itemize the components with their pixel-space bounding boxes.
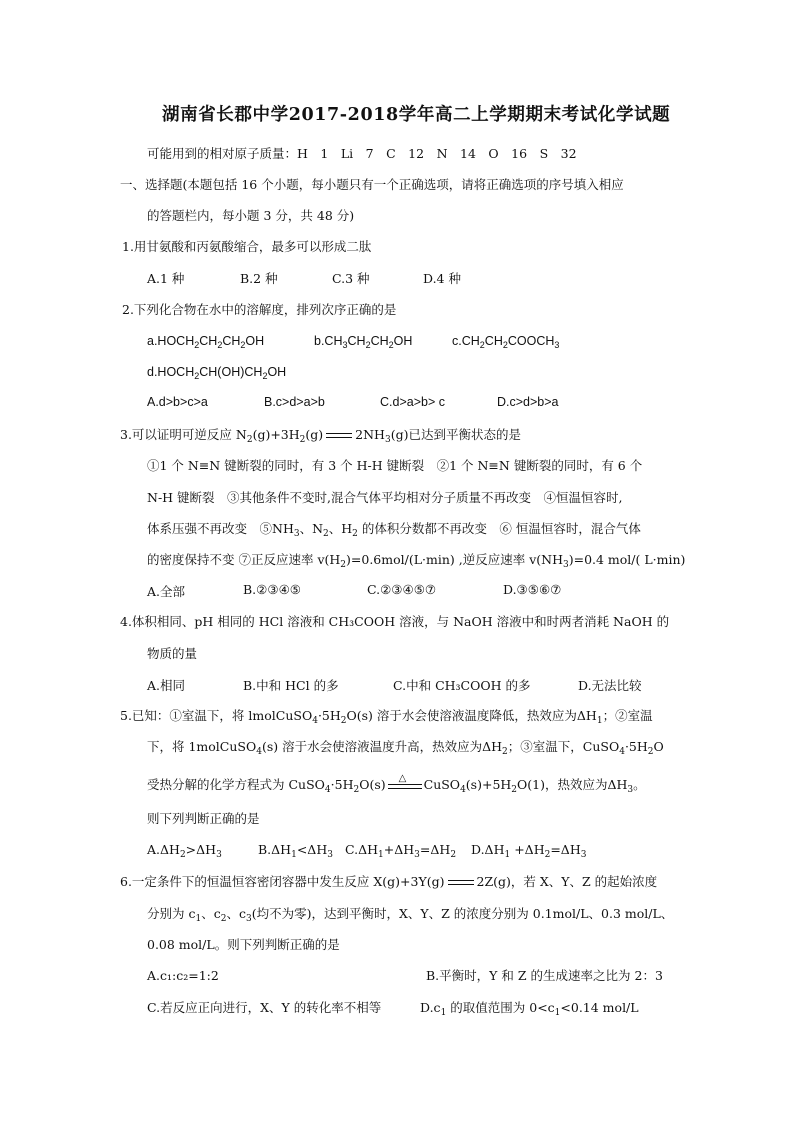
q4-option-c: C.中和 CH₃COOH 的多 [393, 678, 531, 693]
q2-compound-a: $a.HOCH_2CH_2CH_2OH$ [147, 334, 265, 350]
q6-line1: 6.一定条件下的恒温恒容密闭容器中发生反应 X(g)+3Y(g) 2Z(g)，若 X、Y、Z 的起始浓度 [120, 874, 658, 889]
page-title: 湖南省长郡中学2017-2018学年高二上学期期末考试化学试题 [162, 105, 671, 125]
section-heading-line1: 一、选择题(本题包括 16 个小题，每小题只有一个正确选项，请将正确选项的序号填入相应 [120, 177, 624, 192]
heat-arrow-icon: △ [388, 779, 422, 793]
q4-option-b: B.中和 HCl 的多 [243, 678, 339, 693]
q4-option-d: D.无法比较 [578, 678, 642, 693]
q3-line2: ①1 个 N≡N 键断裂的同时，有 3 个 H-H 键断裂 ②1 个 N≡N 键断裂的同时，有 6 个 [147, 458, 643, 473]
q5-line2: 下，将 1molCuSO$_4$(s) 溶于水会使溶液温度升高，热效应为$\Delta H_2$；③室温下，$CuSO_4\cdot 5H_2O$ [147, 739, 664, 757]
section-heading-line2: 的答题栏内，每小题 3 分，共 48 分) [147, 208, 355, 223]
q5-option-c: $C.\Delta H_1+\Delta H_3=\Delta H_2$ [345, 842, 457, 860]
q6-line2: 分别为 $c_1$、$c_2$、$c_3$(均不为零)，达到平衡时，X、Y、Z 的浓度分别为 0.1mol/L、0.3 mol/L、 [147, 906, 674, 924]
q5-line3: 受热分解的化学方程式为 $CuSO_4\cdot 5H_2O(s)$ △ $CuSO_4(s)+5H_2O(1)$，热效应为$\Delta H_3$。 [147, 772, 646, 795]
q1-option-a: A.1 种 [147, 271, 185, 286]
q3-line3: N-H 键断裂 ③其他条件不变时,混合气体平均相对分子质量不再改变 ④恒温恒容时, [147, 490, 623, 505]
q2-compound-b: $b.CH_3CH_2CH_2OH$ [314, 334, 413, 350]
q5-option-a: $A.\Delta H_2>\Delta H_3$ [147, 842, 222, 860]
q1-option-d: D.4 种 [423, 271, 461, 286]
q4-line1: 4.体积相同、pH 相同的 HCl 溶液和 CH₃COOH 溶液，与 NaOH 溶液中和时两者消耗 NaOH 的 [120, 614, 670, 629]
q3-option-d: D.③⑤⑥⑦ [503, 582, 562, 597]
q5-option-b: $B.\Delta H_1<\Delta H_3$ [258, 842, 333, 860]
q1-stem: 1.用甘氨酸和丙氨酸缩合，最多可以形成二肽 [122, 239, 372, 254]
q6-option-d: $D.c_1$ 的取值范围为 $0<c_1<0.14$ mol/L [420, 1000, 639, 1018]
q2-stem: 2.下列化合物在水中的溶解度，排列次序正确的是 [122, 302, 397, 317]
q6-option-b: B.平衡时，Y 和 Z 的生成速率之比为 2：3 [426, 968, 663, 983]
q3-line5: 的密度保持不变 ⑦正反应速率 $v(H_2)=0.6mol/(L\cdot\min)$ ,逆反应速率 $v(NH_3)=0.4$ mol/( L·min) [147, 552, 686, 570]
q5-option-d: $D.\Delta H_1 +\Delta H_2=\Delta H_3$ [471, 842, 587, 860]
q4-line2: 物质的量 [147, 646, 198, 661]
q3-option-a: A.全部 [147, 584, 186, 599]
q2-compound-d: $d.HOCH_2CH(OH)CH_2OH$ [147, 365, 287, 381]
q3-option-c: C.②③④⑤⑦ [367, 582, 437, 597]
q2-compound-c: $c.CH_2CH_2COOCH_3$ [452, 334, 560, 350]
q6-line3: 0.08 mol/L。则下列判断正确的是 [147, 937, 340, 952]
q1-option-b: B.2 种 [240, 271, 278, 286]
q2-option-a: A.d>b>c>a [147, 395, 208, 409]
q6-option-c: C.若反应正向进行，X、Y 的转化率不相等 [147, 1000, 382, 1015]
q2-option-d: D.c>d>b>a [497, 395, 559, 409]
q1-option-c: C.3 种 [332, 271, 370, 286]
q3-line4: 体系压强不再改变 $⑤NH_3$、$N_2$、$H_2$ 的体积分数都不再改变 ⑥ 恒温恒容时，混合气体 [147, 521, 641, 539]
q2-option-b: B.c>d>a>b [264, 395, 325, 409]
q2-option-c: C.d>a>b> c [380, 395, 445, 409]
atomic-masses: 可能用到的相对原子质量：H 1 Li 7 C 12 N 14 O 16 S 32 [147, 146, 577, 161]
q5-line1: 5.已知：①室温下，将 $lmolCuSO_4\cdot 5H_2O(s)$ 溶于水会使溶液温度降低，热效应为$\Delta H_1$；②室温 [120, 708, 653, 726]
q6-option-a: A.c₁:c₂=1:2 [147, 968, 219, 983]
q3-option-b: B.②③④⑤ [243, 582, 301, 597]
q4-option-a: A.相同 [147, 678, 186, 693]
q5-line4: 则下列判断正确的是 [147, 811, 260, 826]
q3-stem: 3.可以证明可逆反应 $N_2(g)+3H_2(g)$ $2NH_3(g)$已达到平衡状态的是 [120, 427, 521, 445]
